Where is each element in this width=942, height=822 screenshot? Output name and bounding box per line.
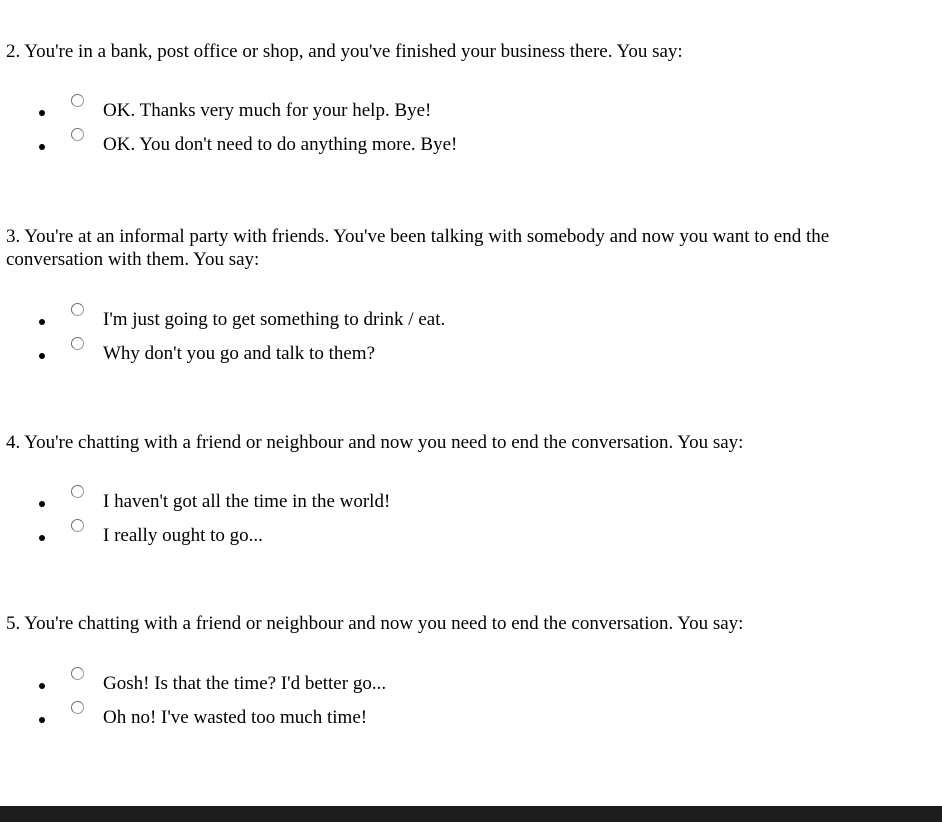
question-3-option-2[interactable]: [0, 339, 900, 369]
bullet-dot: [39, 717, 45, 723]
bullet-dot: [39, 683, 45, 689]
option-label[interactable]: I'm just going to get something to drink / eat.: [103, 309, 446, 330]
option-label[interactable]: Gosh! Is that the time? I'd better go...: [103, 673, 387, 694]
radio-button[interactable]: [71, 485, 84, 498]
radio-button[interactable]: [71, 667, 84, 680]
option-label[interactable]: OK. You don't need to do anything more. Bye!: [103, 134, 458, 155]
option-label[interactable]: I haven't got all the time in the world!: [103, 491, 391, 512]
question-3-option-1[interactable]: [0, 305, 900, 335]
bullet-dot: [39, 353, 45, 359]
bottom-bar: [0, 806, 942, 822]
radio-button[interactable]: [71, 519, 84, 532]
question-2-option-2[interactable]: [0, 130, 900, 160]
option-label[interactable]: Oh no! I've wasted too much time!: [103, 707, 368, 728]
option-label[interactable]: I really ought to go...: [103, 525, 263, 546]
radio-button[interactable]: [71, 94, 84, 107]
radio-button[interactable]: [71, 337, 84, 350]
radio-button[interactable]: [71, 303, 84, 316]
question-4-text: 4. You're chatting with a friend or neighbour and now you need to end the conversation. You say:: [6, 432, 744, 453]
radio-button[interactable]: [71, 128, 84, 141]
question-3-text: 3. You're at an informal party with friends. You've been talking with somebody and now you want to end the conversation with them. You say:: [6, 226, 830, 270]
bullet-dot: [39, 319, 45, 325]
radio-button[interactable]: [71, 701, 84, 714]
question-2-option-1[interactable]: [0, 96, 900, 126]
option-label[interactable]: OK. Thanks very much for your help. Bye!: [103, 100, 432, 121]
bullet-dot: [39, 501, 45, 507]
bullet-dot: [39, 535, 45, 541]
question-2-text: 2. You're in a bank, post office or shop, and you've finished your business there. You say:: [6, 41, 683, 62]
question-5-text: 5. You're chatting with a friend or neighbour and now you need to end the conversation. You say:: [6, 613, 744, 634]
question-4-option-1[interactable]: [0, 487, 900, 517]
question-4-option-2[interactable]: [0, 521, 900, 551]
bullet-dot: [39, 110, 45, 116]
question-5-option-1[interactable]: [0, 669, 900, 699]
option-label[interactable]: Why don't you go and talk to them?: [103, 343, 376, 364]
question-5-option-2[interactable]: [0, 703, 900, 733]
bullet-dot: [39, 144, 45, 150]
